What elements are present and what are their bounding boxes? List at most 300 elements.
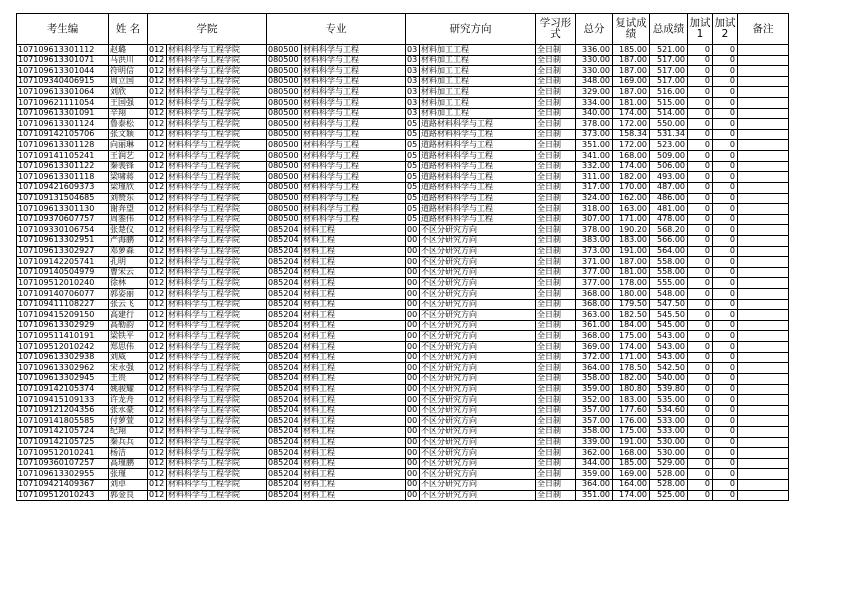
final-score-cell: 568.20 <box>650 225 688 236</box>
major-code-cell: 085204 <box>267 299 302 310</box>
table-row <box>17 129 789 140</box>
major-code-cell: 080500 <box>267 119 302 130</box>
exam-id-cell: 107109340406915 <box>17 76 109 87</box>
direction-cell: 道路材料科学与工程 <box>420 129 536 140</box>
final-score-cell: 533.00 <box>650 426 688 437</box>
final-score-cell: 517.00 <box>650 76 688 87</box>
remarks-cell <box>738 76 789 87</box>
remarks-cell <box>738 151 789 162</box>
name-cell: 马洪川 <box>109 55 148 66</box>
retest-score-cell: 187.00 <box>613 66 650 77</box>
extra-test-2-cell: 0 <box>713 352 738 363</box>
retest-score-cell: 172.00 <box>613 119 650 130</box>
college-cell: 材料科学与工程学院 <box>167 395 267 406</box>
total-score-cell: 378.00 <box>576 225 613 236</box>
exam-id-cell: 107109421609373 <box>17 182 109 193</box>
major-cell: 材料工程 <box>302 416 406 427</box>
header-research-direction: 研究方向 <box>406 14 536 45</box>
retest-score-cell: 184.00 <box>613 320 650 331</box>
extra-test-1-cell: 0 <box>688 479 713 490</box>
exam-id-cell: 107109512010241 <box>17 448 109 459</box>
study-mode-cell: 全日制 <box>536 257 576 268</box>
remarks-cell <box>738 458 789 469</box>
college-code-cell: 012 <box>148 331 167 342</box>
extra-test-1-cell: 0 <box>688 193 713 204</box>
extra-test-1-cell: 0 <box>688 320 713 331</box>
study-mode-cell: 全日制 <box>536 342 576 353</box>
extra-test-1-cell: 0 <box>688 108 713 119</box>
remarks-cell <box>738 193 789 204</box>
direction-cell: 材料加工工程 <box>420 98 536 109</box>
college-cell: 材料科学与工程学院 <box>167 331 267 342</box>
final-score-cell: 516.00 <box>650 87 688 98</box>
retest-score-cell: 168.00 <box>613 151 650 162</box>
direction-cell: 不区分研究方向 <box>420 278 536 289</box>
major-code-cell: 085204 <box>267 289 302 300</box>
direction-cell: 不区分研究方向 <box>420 299 536 310</box>
exam-id-cell: 107109613301122 <box>17 161 109 172</box>
total-score-cell: 311.00 <box>576 172 613 183</box>
study-mode-cell: 全日制 <box>536 87 576 98</box>
direction-cell: 不区分研究方向 <box>420 310 536 321</box>
final-score-cell: 528.00 <box>650 469 688 480</box>
remarks-cell <box>738 299 789 310</box>
exam-id-cell: 107109415209150 <box>17 310 109 321</box>
college-cell: 材料科学与工程学院 <box>167 119 267 130</box>
extra-test-2-cell: 0 <box>713 151 738 162</box>
extra-test-1-cell: 0 <box>688 257 713 268</box>
total-score-cell: 368.00 <box>576 289 613 300</box>
direction-code-cell: 00 <box>406 342 420 353</box>
name-cell: 张楚仪 <box>109 225 148 236</box>
name-cell: 郭姿丽 <box>109 289 148 300</box>
remarks-cell <box>738 161 789 172</box>
retest-score-cell: 187.00 <box>613 87 650 98</box>
direction-cell: 不区分研究方向 <box>420 448 536 459</box>
table-row <box>17 331 789 342</box>
direction-code-cell: 05 <box>406 151 420 162</box>
final-score-cell: 543.00 <box>650 342 688 353</box>
remarks-cell <box>738 479 789 490</box>
extra-test-2-cell: 0 <box>713 45 738 56</box>
extra-test-1-cell: 0 <box>688 87 713 98</box>
total-score-cell: 318.00 <box>576 204 613 215</box>
retest-score-cell: 191.00 <box>613 437 650 448</box>
extra-test-2-cell: 0 <box>713 214 738 225</box>
college-cell: 材料科学与工程学院 <box>167 161 267 172</box>
extra-test-1-cell: 0 <box>688 204 713 215</box>
header-college: 学院 <box>148 14 267 45</box>
major-cell: 材料工程 <box>302 299 406 310</box>
remarks-cell <box>738 490 789 501</box>
extra-test-1-cell: 0 <box>688 416 713 427</box>
retest-score-cell: 182.00 <box>613 373 650 384</box>
major-cell: 材料工程 <box>302 437 406 448</box>
major-cell: 材料科学与工程 <box>302 66 406 77</box>
direction-cell: 不区分研究方向 <box>420 416 536 427</box>
retest-score-cell: 158.34 <box>613 129 650 140</box>
remarks-cell <box>738 87 789 98</box>
major-code-cell: 085204 <box>267 225 302 236</box>
retest-score-cell: 172.00 <box>613 140 650 151</box>
exam-id-cell: 107109330106754 <box>17 225 109 236</box>
remarks-cell <box>738 342 789 353</box>
major-cell: 材料工程 <box>302 448 406 459</box>
study-mode-cell: 全日制 <box>536 235 576 246</box>
final-score-cell: 555.00 <box>650 278 688 289</box>
retest-score-cell: 191.00 <box>613 246 650 257</box>
major-cell: 材料工程 <box>302 363 406 374</box>
name-cell: 周銮伟 <box>109 214 148 225</box>
table-row <box>17 426 789 437</box>
name-cell: 邓萝森 <box>109 246 148 257</box>
major-cell: 材料科学与工程 <box>302 55 406 66</box>
exam-id-cell: 107109370607757 <box>17 214 109 225</box>
major-cell: 材料科学与工程 <box>302 140 406 151</box>
total-score-cell: 371.00 <box>576 257 613 268</box>
total-score-cell: 344.00 <box>576 458 613 469</box>
final-score-cell: 493.00 <box>650 172 688 183</box>
exam-id-cell: 107109411108227 <box>17 299 109 310</box>
retest-score-cell: 164.00 <box>613 479 650 490</box>
header-name: 姓 名 <box>109 14 148 45</box>
college-cell: 材料科学与工程学院 <box>167 320 267 331</box>
study-mode-cell: 全日制 <box>536 45 576 56</box>
exam-id-cell: 107109142105706 <box>17 129 109 140</box>
table-row <box>17 257 789 268</box>
study-mode-cell: 全日制 <box>536 416 576 427</box>
college-code-cell: 012 <box>148 108 167 119</box>
final-score-cell: 517.00 <box>650 66 688 77</box>
direction-cell: 材料加工工程 <box>420 87 536 98</box>
final-score-cell: 486.00 <box>650 193 688 204</box>
extra-test-1-cell: 0 <box>688 490 713 501</box>
study-mode-cell: 全日制 <box>536 458 576 469</box>
college-code-cell: 012 <box>148 140 167 151</box>
college-cell: 材料科学与工程学院 <box>167 172 267 183</box>
header-study-mode: 学习形式 <box>536 14 576 45</box>
extra-test-1-cell: 0 <box>688 55 713 66</box>
study-mode-cell: 全日制 <box>536 214 576 225</box>
extra-test-2-cell: 0 <box>713 437 738 448</box>
name-cell: 梁铁平 <box>109 331 148 342</box>
name-cell: 严海鹏 <box>109 235 148 246</box>
college-code-cell: 012 <box>148 172 167 183</box>
major-cell: 材料工程 <box>302 257 406 268</box>
exam-id-cell: 107109613301130 <box>17 204 109 215</box>
total-score-cell: 317.00 <box>576 182 613 193</box>
final-score-cell: 515.00 <box>650 98 688 109</box>
college-code-cell: 012 <box>148 119 167 130</box>
major-code-cell: 080500 <box>267 129 302 140</box>
college-code-cell: 012 <box>148 278 167 289</box>
major-code-cell: 085204 <box>267 331 302 342</box>
direction-cell: 不区分研究方向 <box>420 363 536 374</box>
college-code-cell: 012 <box>148 352 167 363</box>
college-code-cell: 012 <box>148 373 167 384</box>
total-score-cell: 329.00 <box>576 87 613 98</box>
direction-code-cell: 05 <box>406 119 420 130</box>
extra-test-1-cell: 0 <box>688 129 713 140</box>
table-row <box>17 214 789 225</box>
major-cell: 材料科学与工程 <box>302 98 406 109</box>
direction-cell: 道路材料科学与工程 <box>420 204 536 215</box>
header-exam-id: 考生编 <box>17 14 109 45</box>
direction-code-cell: 05 <box>406 161 420 172</box>
study-mode-cell: 全日制 <box>536 289 576 300</box>
remarks-cell <box>738 278 789 289</box>
extra-test-1-cell: 0 <box>688 182 713 193</box>
major-code-cell: 080500 <box>267 214 302 225</box>
college-cell: 材料科学与工程学院 <box>167 55 267 66</box>
total-score-cell: 372.00 <box>576 352 613 363</box>
extra-test-2-cell: 0 <box>713 140 738 151</box>
direction-code-cell: 00 <box>406 416 420 427</box>
study-mode-cell: 全日制 <box>536 182 576 193</box>
direction-code-cell: 00 <box>406 299 420 310</box>
table-row <box>17 320 789 331</box>
college-code-cell: 012 <box>148 214 167 225</box>
study-mode-cell: 全日制 <box>536 373 576 384</box>
exam-id-cell: 107109613302955 <box>17 469 109 480</box>
study-mode-cell: 全日制 <box>536 66 576 77</box>
direction-code-cell: 03 <box>406 108 420 119</box>
major-cell: 材料科学与工程 <box>302 204 406 215</box>
extra-test-1-cell: 0 <box>688 119 713 130</box>
direction-code-cell: 00 <box>406 426 420 437</box>
college-code-cell: 012 <box>148 193 167 204</box>
major-cell: 材料科学与工程 <box>302 76 406 87</box>
direction-code-cell: 00 <box>406 437 420 448</box>
remarks-cell <box>738 182 789 193</box>
retest-score-cell: 183.00 <box>613 235 650 246</box>
direction-cell: 不区分研究方向 <box>420 469 536 480</box>
college-code-cell: 012 <box>148 235 167 246</box>
header-extra-test-2: 加试2 <box>713 14 738 45</box>
name-cell: 谢奔望 <box>109 204 148 215</box>
extra-test-1-cell: 0 <box>688 98 713 109</box>
retest-score-cell: 190.20 <box>613 225 650 236</box>
direction-cell: 不区分研究方向 <box>420 246 536 257</box>
remarks-cell <box>738 225 789 236</box>
final-score-cell: 481.00 <box>650 204 688 215</box>
major-cell: 材料工程 <box>302 405 406 416</box>
retest-score-cell: 178.00 <box>613 278 650 289</box>
college-code-cell: 012 <box>148 204 167 215</box>
direction-code-cell: 00 <box>406 373 420 384</box>
retest-score-cell: 170.00 <box>613 182 650 193</box>
name-cell: 刘威 <box>109 352 148 363</box>
college-code-cell: 012 <box>148 310 167 321</box>
retest-score-cell: 176.00 <box>613 416 650 427</box>
remarks-cell <box>738 373 789 384</box>
college-code-cell: 012 <box>148 426 167 437</box>
study-mode-cell: 全日制 <box>536 129 576 140</box>
extra-test-2-cell: 0 <box>713 299 738 310</box>
total-score-cell: 373.00 <box>576 246 613 257</box>
final-score-cell: 539.80 <box>650 384 688 395</box>
table-row <box>17 373 789 384</box>
extra-test-1-cell: 0 <box>688 426 713 437</box>
direction-cell: 不区分研究方向 <box>420 395 536 406</box>
name-cell: 梁啸蒋 <box>109 172 148 183</box>
direction-code-cell: 05 <box>406 193 420 204</box>
major-cell: 材料科学与工程 <box>302 161 406 172</box>
direction-code-cell: 00 <box>406 469 420 480</box>
exam-id-cell: 107109613301091 <box>17 108 109 119</box>
direction-cell: 不区分研究方向 <box>420 373 536 384</box>
major-code-cell: 085204 <box>267 373 302 384</box>
direction-cell: 材料加工工程 <box>420 108 536 119</box>
retest-score-cell: 162.00 <box>613 193 650 204</box>
direction-code-cell: 00 <box>406 352 420 363</box>
final-score-cell: 547.50 <box>650 299 688 310</box>
direction-cell: 不区分研究方向 <box>420 225 536 236</box>
exam-id-cell: 107109613301064 <box>17 87 109 98</box>
extra-test-2-cell: 0 <box>713 342 738 353</box>
major-cell: 材料工程 <box>302 289 406 300</box>
extra-test-2-cell: 0 <box>713 363 738 374</box>
major-code-cell: 080500 <box>267 45 302 56</box>
name-cell: 张文颖 <box>109 129 148 140</box>
direction-code-cell: 00 <box>406 257 420 268</box>
retest-score-cell: 185.00 <box>613 458 650 469</box>
name-cell: 符明信 <box>109 66 148 77</box>
major-code-cell: 085204 <box>267 395 302 406</box>
retest-score-cell: 180.00 <box>613 289 650 300</box>
direction-cell: 不区分研究方向 <box>420 426 536 437</box>
major-cell: 材料科学与工程 <box>302 151 406 162</box>
remarks-cell <box>738 257 789 268</box>
retest-score-cell: 175.00 <box>613 426 650 437</box>
name-cell: 秦裴锋 <box>109 161 148 172</box>
study-mode-cell: 全日制 <box>536 310 576 321</box>
remarks-cell <box>738 98 789 109</box>
major-cell: 材料科学与工程 <box>302 172 406 183</box>
college-cell: 材料科学与工程学院 <box>167 384 267 395</box>
exam-id-cell: 107109613301124 <box>17 119 109 130</box>
study-mode-cell: 全日制 <box>536 204 576 215</box>
major-cell: 材料科学与工程 <box>302 108 406 119</box>
study-mode-cell: 全日制 <box>536 437 576 448</box>
college-code-cell: 012 <box>148 151 167 162</box>
retest-score-cell: 187.00 <box>613 55 650 66</box>
extra-test-2-cell: 0 <box>713 257 738 268</box>
college-code-cell: 012 <box>148 469 167 480</box>
exam-id-cell: 107109140706077 <box>17 289 109 300</box>
college-cell: 材料科学与工程学院 <box>167 182 267 193</box>
college-code-cell: 012 <box>148 76 167 87</box>
name-cell: 辛翔 <box>109 108 148 119</box>
extra-test-2-cell: 0 <box>713 225 738 236</box>
extra-test-1-cell: 0 <box>688 172 713 183</box>
table-row <box>17 395 789 406</box>
final-score-cell: 529.00 <box>650 458 688 469</box>
extra-test-1-cell: 0 <box>688 76 713 87</box>
college-code-cell: 012 <box>148 437 167 448</box>
major-cell: 材料工程 <box>302 469 406 480</box>
extra-test-2-cell: 0 <box>713 479 738 490</box>
major-code-cell: 085204 <box>267 490 302 501</box>
direction-cell: 道路材料科学与工程 <box>420 161 536 172</box>
college-cell: 材料科学与工程学院 <box>167 426 267 437</box>
study-mode-cell: 全日制 <box>536 76 576 87</box>
exam-id-cell: 107109512010243 <box>17 490 109 501</box>
study-mode-cell: 全日制 <box>536 479 576 490</box>
final-score-cell: 517.00 <box>650 55 688 66</box>
major-cell: 材料工程 <box>302 490 406 501</box>
exam-id-cell: 107109613301112 <box>17 45 109 56</box>
study-mode-cell: 全日制 <box>536 55 576 66</box>
header-total-score: 总分 <box>576 14 613 45</box>
exam-id-cell: 107109421409367 <box>17 479 109 490</box>
direction-cell: 不区分研究方向 <box>420 267 536 278</box>
extra-test-1-cell: 0 <box>688 437 713 448</box>
major-code-cell: 080500 <box>267 55 302 66</box>
extra-test-2-cell: 0 <box>713 87 738 98</box>
college-cell: 材料科学与工程学院 <box>167 278 267 289</box>
exam-id-cell: 107109141805585 <box>17 416 109 427</box>
remarks-cell <box>738 108 789 119</box>
total-score-cell: 369.00 <box>576 342 613 353</box>
final-score-cell: 528.00 <box>650 479 688 490</box>
study-mode-cell: 全日制 <box>536 140 576 151</box>
direction-code-cell: 00 <box>406 490 420 501</box>
major-cell: 材料工程 <box>302 310 406 321</box>
table-row <box>17 225 789 236</box>
college-cell: 材料科学与工程学院 <box>167 140 267 151</box>
extra-test-1-cell: 0 <box>688 246 713 257</box>
final-score-cell: 514.00 <box>650 108 688 119</box>
table-row <box>17 299 789 310</box>
major-code-cell: 080500 <box>267 193 302 204</box>
final-score-cell: 558.00 <box>650 267 688 278</box>
major-code-cell: 085204 <box>267 267 302 278</box>
extra-test-2-cell: 0 <box>713 193 738 204</box>
remarks-cell <box>738 384 789 395</box>
table-row <box>17 98 789 109</box>
direction-code-cell: 03 <box>406 87 420 98</box>
college-code-cell: 012 <box>148 299 167 310</box>
name-cell: 张云飞 <box>109 299 148 310</box>
study-mode-cell: 全日制 <box>536 320 576 331</box>
major-code-cell: 085204 <box>267 257 302 268</box>
extra-test-1-cell: 0 <box>688 161 713 172</box>
name-cell: 高勒韵 <box>109 320 148 331</box>
total-score-cell: 330.00 <box>576 66 613 77</box>
extra-test-2-cell: 0 <box>713 76 738 87</box>
college-cell: 材料科学与工程学院 <box>167 363 267 374</box>
major-cell: 材料科学与工程 <box>302 214 406 225</box>
direction-cell: 不区分研究方向 <box>420 342 536 353</box>
exam-id-cell: 107109613302938 <box>17 352 109 363</box>
college-cell: 材料科学与工程学院 <box>167 257 267 268</box>
table-row <box>17 204 789 215</box>
final-score-cell: 521.00 <box>650 45 688 56</box>
major-code-cell: 085204 <box>267 342 302 353</box>
total-score-cell: 357.00 <box>576 405 613 416</box>
extra-test-1-cell: 0 <box>688 289 713 300</box>
direction-code-cell: 00 <box>406 331 420 342</box>
total-score-cell: 362.00 <box>576 448 613 459</box>
total-score-cell: 334.00 <box>576 98 613 109</box>
direction-cell: 不区分研究方向 <box>420 384 536 395</box>
header-retest-score: 复试成绩 <box>613 14 650 45</box>
direction-code-cell: 05 <box>406 172 420 183</box>
direction-code-cell: 03 <box>406 66 420 77</box>
direction-code-cell: 00 <box>406 320 420 331</box>
table-row <box>17 416 789 427</box>
